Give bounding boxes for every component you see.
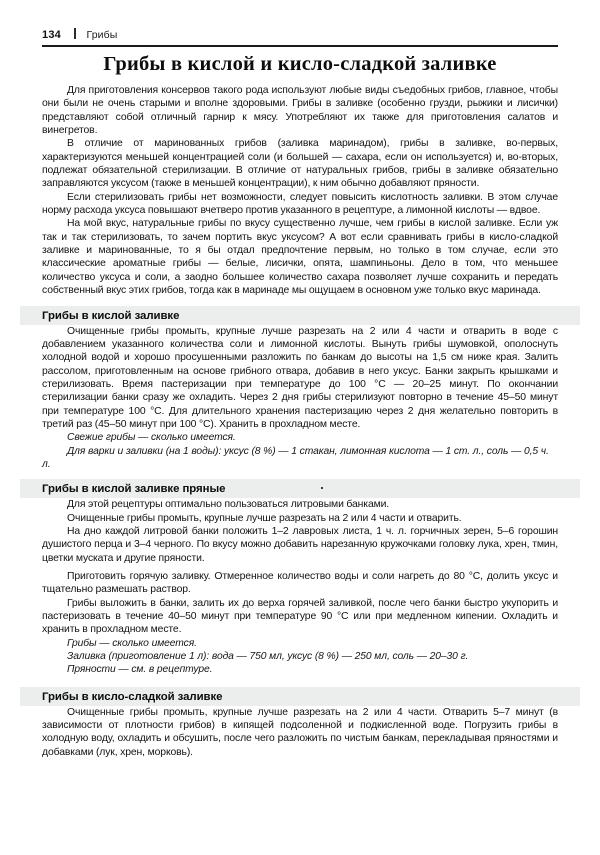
spacer [42, 298, 558, 306]
page-number: 134 [42, 29, 61, 41]
recipe-paragraph: Очищенные грибы промыть, крупные лучше разрезать на 2 или 4 части и отварить в воде с добавлением указанного количества соли и лимонной кислоты. Вынуть грибы шумовкой, ополоснуть холодной водой и хорошо просушенными разложить по банкам до высоты на 1,5 см ниже края. Залить рассолом, приготовленным на основе грибного отвара, добавив в него уксус. Банки закрыть крышками и стерилизовать. Время пастеризации при температуре до 100 °C — 20–25 минут. По окончании стерилизации банки сразу же охладить. Через 2 дня грибы стерилизуют повторно в течение 45–50 минут при температуре 100 °C. Для длительного хранения пастеризацию через 2 дня желательно повторить в третий раз (45–50 минут при 100 °C). Хранить в прохладном месте. [42, 325, 558, 430]
intro-paragraph: В отличие от маринованных грибов (заливка маринадом), грибы в заливке, во-первых, характеризуются меньшей концентрацией соли (и большей — сахара, если он используется) и, во-вторых, подлежат обязательной стерилизации. В отличие от натуральных грибов, грибы в заливке обязательно заправляются уксусом (также в меньшей концентрации), к ним обычно добавляют пряности. [42, 138, 558, 190]
intro-paragraph: Для приготовления консервов такого рода используют любые виды съедобных грибов, главное, чтобы они были не очень старыми и вполне здоровыми. Грибы в заливке (особенно грузди, рыжики и лисички) представляют собой отличный гарнир к мясу. Употребляют их также для приготовления салатов и винегретов. [42, 85, 558, 137]
recipe-paragraph: Очищенные грибы промыть, крупные лучше разрезать на 2 или 4 части и отварить. [67, 512, 462, 524]
chapter-section-label: Грибы [86, 29, 118, 41]
recipe-paragraph: На дно каждой литровой банки положить 1–2 лавровых листа, 1 ч. л. горчичных зерен, 5–6 горошин душистого перца и 3–4 черного. По вкусу можно добавить нарезанную кружочками головку лука, хрен, тмин, цветки муската и другие пряности. [42, 525, 558, 564]
text-column [42, 84, 558, 759]
ingredient-line: Пряности — см. в рецептуре. [67, 664, 213, 676]
recipe-heading-sweet-sour-marinade [20, 687, 580, 706]
header-separator-rule [74, 28, 76, 39]
header-horizontal-rule [42, 45, 558, 47]
spacer [42, 677, 558, 687]
scan-speck-artifact [321, 487, 323, 489]
running-header [42, 27, 558, 41]
ingredient-line: Заливка (приготовление 1 л): вода — 750 мл, уксус (8 %) — 250 мл, соль — 20–30 г. [67, 651, 469, 663]
recipe-heading-sour-marinade-spiced [20, 479, 580, 498]
spacer [42, 471, 558, 479]
intro-paragraph: На мой вкус, натуральные грибы по вкусу существенно лучше, чем грибы в кислой заливке. Если уж так и так стерилизовать, то зачем портить вкус уксусом? А вот если сравнивать грибы в кисло-сладкой заливке и маринованные, то я бы отдал предпочтение первым, но только в том случае, если это классические ароматные грибы — белые, лисички, опята, шампиньоны. Дело в том, что меньшее количество уксуса и соли, а заодно большее количество сахара позволяет лучше сохранить и передать собственный вкус этих грибов, тогда как в маринаде мы ощущаем в основном уже только вкус маринада. [42, 218, 558, 297]
page-title: Грибы в кислой и кисло-сладкой заливке [103, 53, 497, 75]
ingredient-line: Свежие грибы — сколько имеется. [67, 432, 236, 444]
recipe-paragraph: Грибы выложить в банки, залить их до верха горячей заливкой, после чего банки быстро укупорить и пастеризовать в течение 40–50 минут при температуре 90 °C или при медленном кипении. Охладить и хранить в прохладном месте. [42, 597, 558, 636]
recipe-paragraph: Приготовить горячую заливку. Отмеренное количество воды и соли нагреть до 80 °C, долить уксус и тщательно размешать раствор. [42, 571, 558, 596]
ingredient-line: Для варки и заливки (на 1 воды): уксус (8 %) — 1 стакан, лимонная кислота — 1 ст. л., соль — 0,5 ч. л. [42, 445, 549, 470]
recipe-heading-label: Грибы в кислой заливке [42, 309, 180, 322]
recipe-paragraph: Очищенные грибы промыть, крупные лучше разрезать на 2 или 4 части. Отварить 5–7 минут (в зависимости от плотности грибов) в кипящей подсоленной и подкисленной воде. Погрузить грибы в холодную воду, охладить и обсушить, после чего разложить по чистым банкам, перекладывая пряностями и добавками (лук, хрен, морковь). [42, 706, 558, 758]
recipe-heading-label: Грибы в кисло-сладкой заливке [42, 690, 223, 703]
recipe-heading-label [42, 482, 580, 496]
ingredient-line: Грибы — сколько имеется. [67, 637, 197, 649]
recipe-heading-text: Грибы в кислой заливке пряные [42, 483, 226, 496]
recipe-paragraph: Для этой рецептуры оптимально пользоваться литровыми банками. [67, 499, 390, 511]
recipe-heading-sour-marinade [20, 306, 580, 325]
intro-paragraph: Если стерилизовать грибы нет возможности, следует повысить кислотность заливки. В этом случае норму расхода уксуса повышают вчетверо против указанного в рецептуре, а лимонной кислоты — вдвое. [42, 191, 558, 217]
